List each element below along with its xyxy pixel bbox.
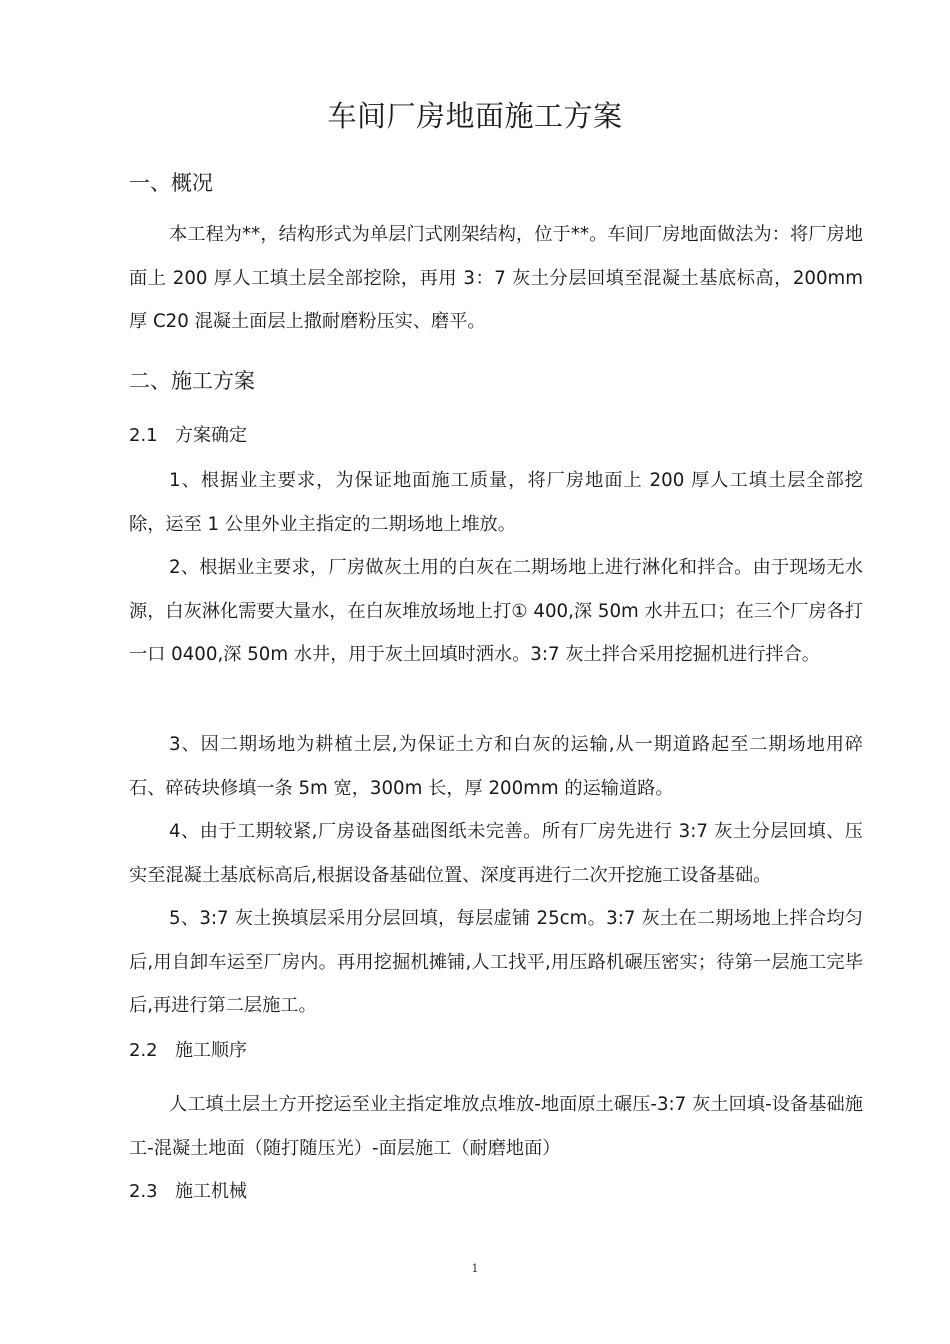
- subsection-title: 方案确定: [175, 425, 247, 446]
- sequence-paragraph: 人工填土层土方开挖运至业主指定堆放点堆放-地面原土碾压-3:7 灰土回填-设备基础施工-混凝土地面（随打随压光）-面层施工（耐磨地面）: [129, 1094, 863, 1159]
- plan-item-2: 2、根据业主要求，厂房做灰土用的白灰在二期场地上进行淋化和拌合。由于现场无水源，白灰淋化需要大量水，在白灰堆放场地上打① 400,深 50m 水井五口；在三个厂房各打一口 0400,深 50m 水井，用于灰土回填时洒水。3:7 灰土拌合采用挖掘机进行拌合。: [129, 557, 863, 665]
- plan-item-3: 3、因二期场地为耕植土层,为保证土方和白灰的运输,从一期道路起至二期场地用碎石、碎砖块修填一条 5m 宽，300m 长，厚 200mm 的运输道路。: [129, 734, 863, 799]
- subsection-heading-2-2: [129, 1036, 247, 1066]
- subsection-title: 施工机械: [175, 1181, 247, 1202]
- plan-item-4: 4、由于工期较紧,厂房设备基础图纸未完善。所有厂房先进行 3:7 灰土分层回填、压实至混凝土基底标高后,根据设备基础位置、深度再进行二次开挖施工设备基础。: [129, 821, 863, 886]
- plan-item-5: 5、3:7 灰土换填层采用分层回填，每层虚铺 25cm。3:7 灰土在二期场地上拌合均匀后,用自卸车运至厂房内。再用挖掘机摊铺,人工找平,用压路机碾压密实；待第一层施工完毕后,再进行第二层施工。: [129, 908, 863, 1016]
- subsection-title: 施工顺序: [175, 1040, 247, 1061]
- overview-paragraph: 本工程为**，结构形式为单层门式刚架结构，位于**。车间厂房地面做法为：将厂房地面上 200 厚人工填土层全部挖除，再用 3：7 灰土分层回填至混凝土基底标高，200mm 厚 C20 混凝土面层上撒耐磨粉压实、磨平。: [129, 224, 863, 332]
- document-title: 车间厂房地面施工方案: [327, 99, 623, 133]
- section-heading-plan: 二、施工方案: [129, 369, 255, 393]
- subsection-number: 2.3: [129, 1181, 158, 1202]
- subsection-heading-2-3: [129, 1177, 247, 1207]
- plan-item-1: 1、根据业主要求，为保证地面施工质量，将厂房地面上 200 厚人工填土层全部挖除，运至 1 公里外业主指定的二期场地上堆放。: [129, 470, 863, 535]
- subsection-number: 2.2: [129, 1040, 158, 1061]
- subsection-number: 2.1: [129, 425, 158, 446]
- page-number: 1: [471, 1262, 479, 1275]
- subsection-heading-2-1: [129, 421, 247, 451]
- section-heading-overview: 一、概况: [129, 171, 213, 195]
